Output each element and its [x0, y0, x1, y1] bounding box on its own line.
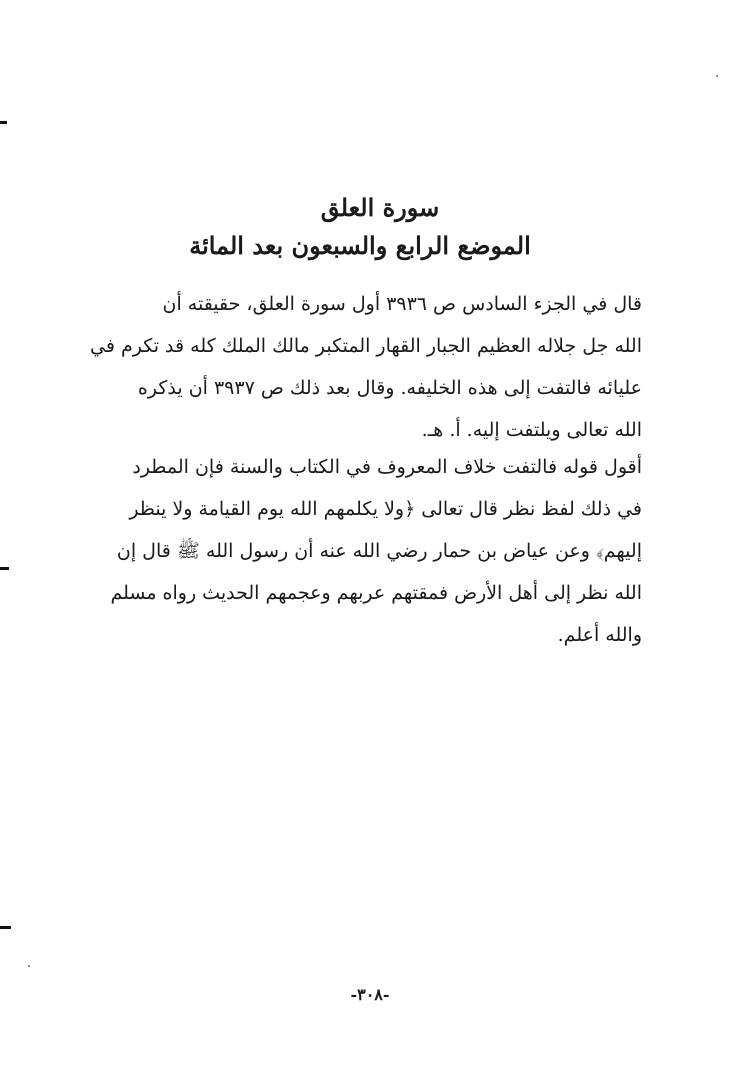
text-line-quran-verse: في ذلك لفظ نظر قال تعالى ﴿ولا يكلمهم الله يوم القيامة ولا ينظر	[129, 498, 642, 520]
text-line: أقول قوله فالتفت خلاف المعروف في الكتاب والسنة فإن المطرد	[132, 456, 642, 478]
text-line: الله تعالى ويلتفت إليه. أ. هـ.	[421, 419, 642, 441]
text-line: إليهم﴾ وعن عياض بن حمار رضي الله عنه أن رسول الله ﷺ قال إن	[116, 540, 642, 562]
text-line: والله أعلم.	[557, 624, 642, 646]
section-subtitle: الموضع الرابع والسبعون بعد المائة	[189, 231, 531, 260]
text-line: قال في الجزء السادس ص ٣٩٣٦ أول سورة العلق، حقيقته أن	[162, 293, 642, 315]
scan-edge-mark-bottom	[0, 926, 11, 929]
scan-edge-mark-middle	[0, 567, 9, 570]
scan-speck	[716, 75, 718, 77]
text-line: الله نظر إلى أهل الأرض فمقتهم عربهم وعجمهم الحديث رواه مسلم	[110, 582, 642, 604]
text-line: الله جل جلاله العظيم الجبار القهار المتكبر مالك الملك كله قد تكرم في	[90, 335, 642, 357]
scan-speck	[28, 965, 30, 967]
surah-title: سورة العلق	[320, 193, 440, 222]
paragraph-2	[80, 446, 642, 656]
page-number: -٣٠٨-	[350, 985, 390, 1004]
paragraph-1	[80, 283, 642, 451]
text-line: عليائه فالتفت إلى هذه الخليفه. وقال بعد ذلك ص ٣٩٣٧ أن يذكره	[137, 377, 642, 399]
scan-edge-mark-top	[0, 121, 7, 124]
